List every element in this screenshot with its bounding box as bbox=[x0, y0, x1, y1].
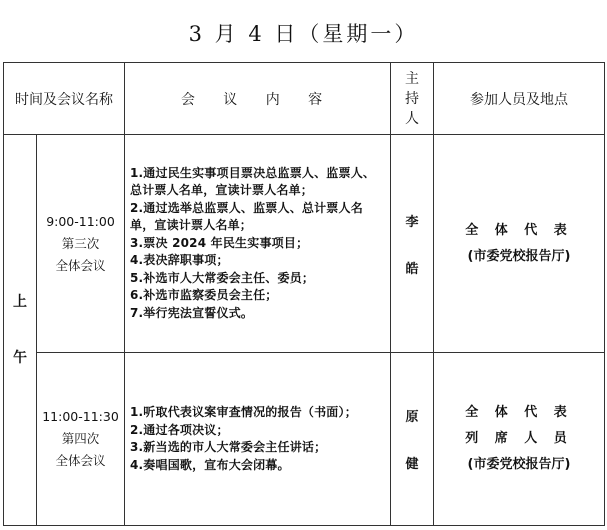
host-char: 健 bbox=[405, 457, 419, 472]
session-time: 11:00-11:30 bbox=[42, 409, 119, 424]
period-cell bbox=[4, 135, 37, 526]
session-type: 全体会议 bbox=[55, 453, 106, 468]
host-char: 李 bbox=[405, 214, 419, 230]
header-row bbox=[4, 63, 605, 135]
session-host bbox=[391, 353, 434, 526]
session-agenda bbox=[125, 353, 391, 526]
header-content: 会 议 内 容 bbox=[125, 63, 391, 135]
agenda-item: 1.通过民生实事项目票决总监票人、监票人、总计票人名单，宣读计票人名单； bbox=[130, 165, 376, 198]
session-agenda bbox=[125, 135, 391, 353]
session-row bbox=[4, 353, 605, 526]
participants-line: 全 体 代 表 bbox=[465, 222, 573, 238]
agenda-item: 1.听取代表议案审查情况的报告（书面）； bbox=[130, 405, 357, 419]
date-title: 3 月 4 日（星期一） bbox=[188, 22, 419, 46]
header-host bbox=[391, 63, 434, 135]
agenda-item: 2.通过各项决议； bbox=[130, 422, 229, 437]
host-char: 原 bbox=[405, 410, 419, 425]
session-time: 9:00-11:00 bbox=[46, 213, 115, 229]
session-name: 第四次 bbox=[61, 431, 100, 446]
header-host-char: 持 bbox=[405, 90, 419, 107]
session-location: (市委党校报告厅) bbox=[467, 457, 571, 472]
agenda-item: 4.奏唱国歌，宣布大会闭幕。 bbox=[130, 457, 290, 472]
session-participants bbox=[434, 353, 605, 526]
period-char: 午 bbox=[13, 350, 27, 366]
participants-line: 全 体 代 表 bbox=[465, 405, 573, 420]
agenda-item: 3.票决 2024 年民生实事项目； bbox=[130, 235, 309, 250]
session-row bbox=[4, 135, 605, 353]
session-time-name bbox=[37, 353, 125, 526]
agenda-item: 5.补选市人大常委会主任、委员； bbox=[130, 270, 315, 285]
header-participants: 参加人员及地点 bbox=[434, 63, 605, 135]
session-time-name bbox=[37, 135, 125, 353]
host-char: 皓 bbox=[405, 261, 419, 277]
agenda-item: 2.通过选举总监票人、监票人、总计票人名单，宣读计票人名单； bbox=[130, 200, 363, 233]
agenda-item: 4.表决辞职事项； bbox=[130, 253, 229, 268]
agenda-item: 7.举行宪法宣誓仪式。 bbox=[130, 305, 254, 320]
session-host bbox=[391, 135, 434, 353]
header-time-and-name: 时间及会议名称 bbox=[4, 63, 125, 135]
period-char: 上 bbox=[13, 294, 27, 310]
session-location: (市委党校报告厅) bbox=[467, 248, 571, 264]
session-participants bbox=[434, 135, 605, 353]
participants-line: 列 席 人 员 bbox=[465, 431, 573, 446]
schedule-table bbox=[3, 62, 605, 526]
header-host-char: 人 bbox=[405, 110, 419, 127]
session-name: 第三次 bbox=[61, 235, 100, 251]
header-host-char: 主 bbox=[405, 70, 419, 87]
agenda-item: 6.补选市监察委员会主任； bbox=[130, 288, 278, 303]
session-type: 全体会议 bbox=[55, 257, 106, 273]
agenda-item: 3.新当选的市人大常委会主任讲话； bbox=[130, 440, 327, 454]
